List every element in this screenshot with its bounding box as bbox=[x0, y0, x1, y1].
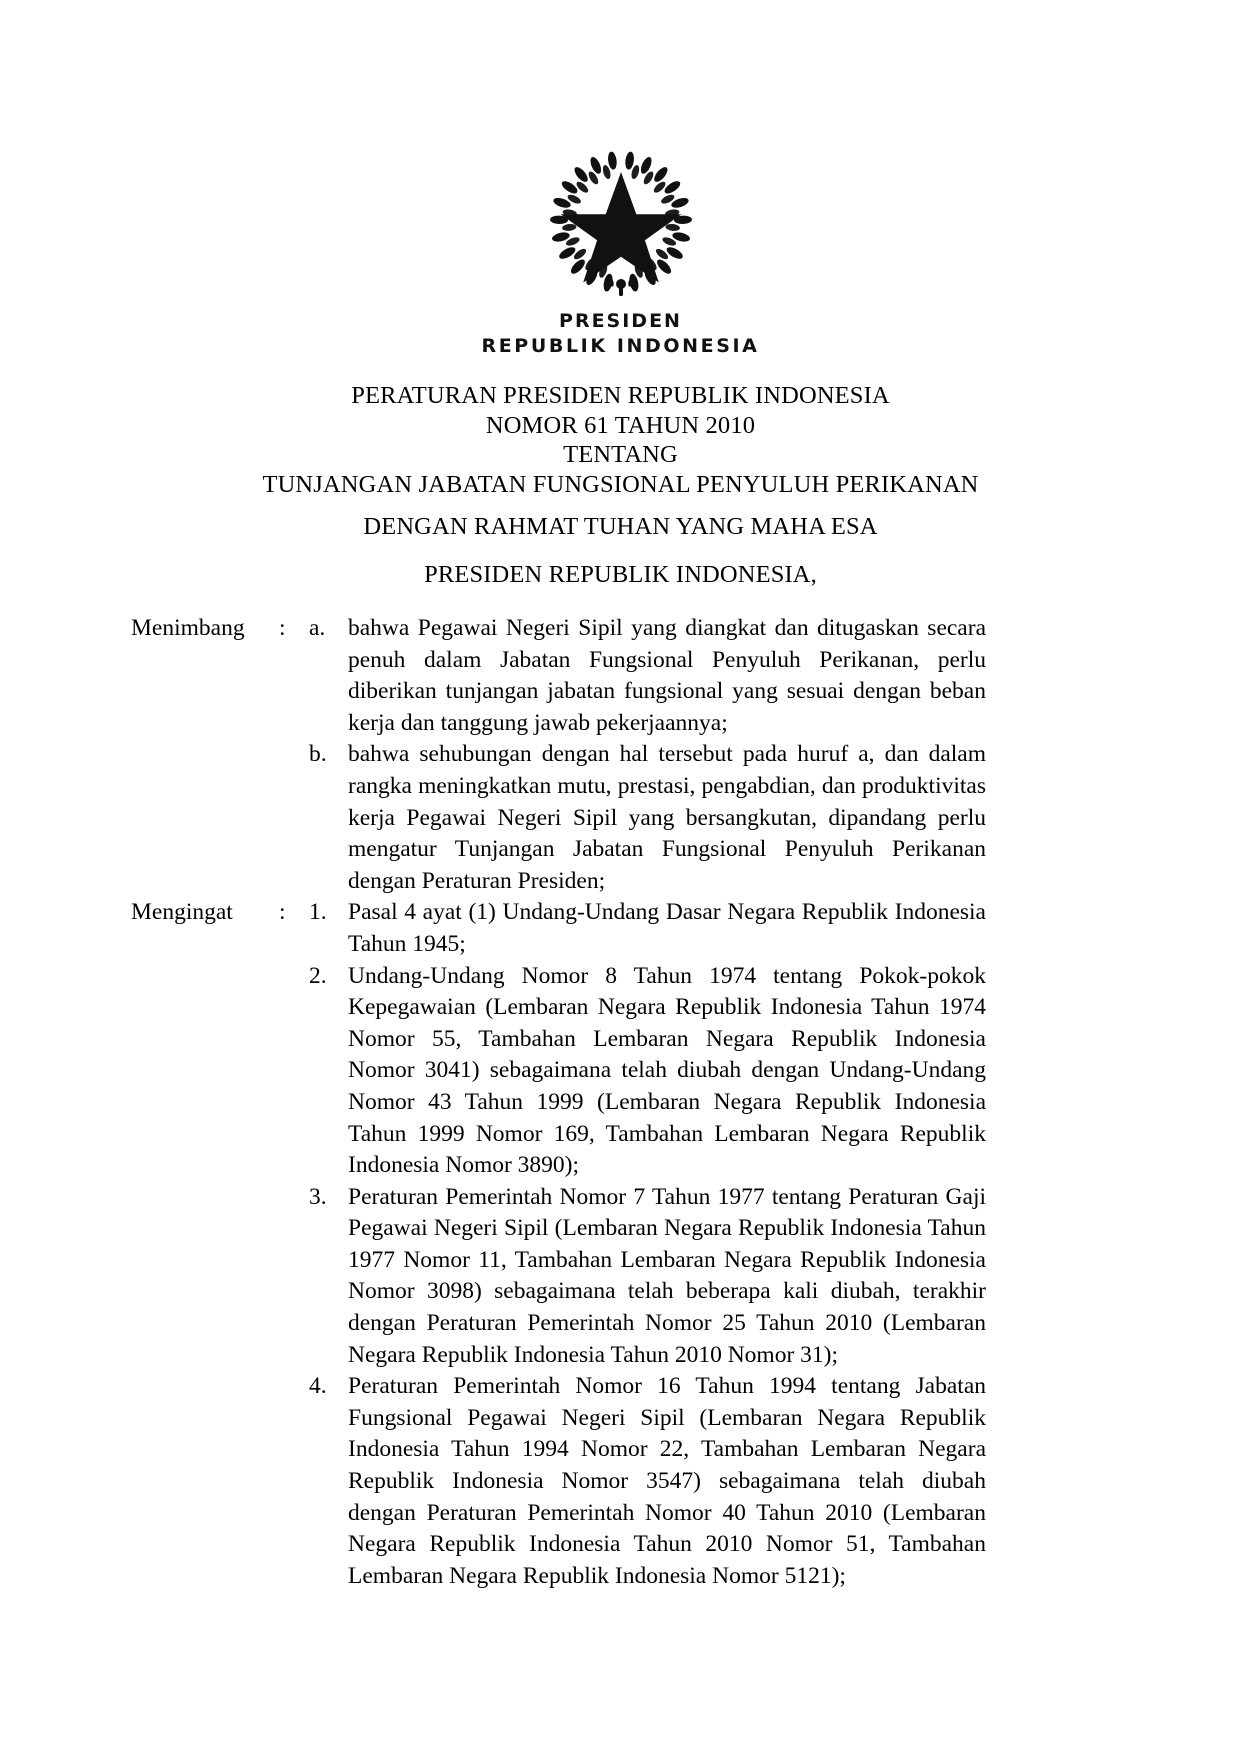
list-item bbox=[309, 897, 986, 960]
item-text: Peraturan Pemerintah Nomor 7 Tahun 1977 tentang Peraturan Gaji Pegawai Negeri Sipil (Lembaran Negara Republik Indonesia Tahun 1977 Nomor 11, Tambahan Lembaran Negara Republik Indonesia Nomor 3098) sebagaimana telah beberapa kali diubah, terakhir dengan Peraturan Pemerintah Nomor 25 Tahun 2010 (Lembaran Negara Republik Indonesia Tahun 2010 Nomor 31); bbox=[348, 1183, 986, 1368]
emblem-caption-line-1: PRESIDEN bbox=[559, 310, 682, 332]
item-text: Pasal 4 ayat (1) Undang-Undang Dasar Negara Republik Indonesia Tahun 1945; bbox=[348, 899, 986, 957]
menimbang-label: Menimbang bbox=[131, 615, 245, 641]
emblem-caption bbox=[0, 309, 1241, 359]
item-marker: a. bbox=[309, 615, 326, 641]
menimbang-colon: : bbox=[279, 615, 286, 641]
mengingat-colon: : bbox=[279, 899, 286, 926]
item-marker: 2. bbox=[309, 962, 327, 989]
title-line-tentang: TENTANG bbox=[563, 441, 678, 468]
title-line-regulation: PERATURAN PRESIDEN REPUBLIK INDONESIA bbox=[351, 382, 890, 409]
list-item bbox=[309, 1182, 986, 1372]
mengingat-items bbox=[309, 897, 986, 1592]
item-marker: 4. bbox=[309, 1373, 327, 1400]
invocation-text: DENGAN RAHMAT TUHAN YANG MAHA ESA bbox=[363, 513, 878, 540]
emblem-caption-line-2: REPUBLIK INDONESIA bbox=[481, 335, 760, 358]
authority-text: PRESIDEN REPUBLIK INDONESIA, bbox=[424, 561, 817, 588]
title-line-number: NOMOR 61 TAHUN 2010 bbox=[485, 411, 756, 439]
title-line-subject: TUNJANGAN JABATAN FUNGSIONAL PENYULUH PERIKANAN bbox=[262, 470, 979, 498]
item-text: bahwa Pegawai Negeri Sipil yang diangkat dan ditugaskan secara penuh dalam Jabatan Fungsional Penyuluh Perikanan, perlu diberikan tunjangan jabatan fungsional yang sesuai dengan beban kerja dan tanggung jawab pekerjaannya; bbox=[348, 615, 986, 736]
item-marker: 3. bbox=[309, 1183, 327, 1210]
page-title bbox=[0, 381, 1241, 499]
item-text: Peraturan Pemerintah Nomor 16 Tahun 1994 tentang Jabatan Fungsional Pegawai Negeri Sipil (Lembaran Negara Republik Indonesia Tahun 1994 Nomor 22, Tambahan Lembaran Negara Republik Indonesia Nomor 3547) sebagaimana telah diubah dengan Peraturan Pemerintah Nomor 40 Tahun 2010 (Lembaran Negara Republik Indonesia Tahun 2010 Nomor 51, Tambahan Lembaran Negara Republik Indonesia Nomor 5121); bbox=[348, 1373, 986, 1589]
item-marker: 1. bbox=[309, 899, 327, 926]
list-item bbox=[309, 961, 986, 1182]
item-text: bahwa sehubungan dengan hal tersebut pada huruf a, dan dalam rangka meningkatkan mutu, prestasi, pengabdian, dan produktivitas kerja Pegawai Negeri Sipil yang bersangkutan, dipandang perlu mengatur Tunjangan Jabatan Fungsional Penyuluh Perikanan dengan Peraturan Presiden; bbox=[348, 741, 986, 894]
list-item bbox=[309, 739, 986, 897]
clauses-container bbox=[131, 613, 986, 1592]
menimbang-items bbox=[309, 613, 986, 897]
mengingat-section bbox=[131, 897, 986, 1592]
list-item bbox=[309, 613, 986, 739]
menimbang-section bbox=[131, 613, 986, 897]
item-text: Undang-Undang Nomor 8 Tahun 1974 tentang Pokok-pokok Kepegawaian (Lembaran Negara Republik Indonesia Tahun 1974 Nomor 55, Tambahan Lembaran Negara Republik Indonesia Nomor 3041) sebagaimana telah diubah dengan Undang-Undang Nomor 43 Tahun 1999 (Lembaran Negara Republik Indonesia Tahun 1999 Nomor 169, Tambahan Lembaran Negara Republik Indonesia Nomor 3890); bbox=[348, 962, 986, 1179]
list-item bbox=[309, 1371, 986, 1592]
item-marker: b. bbox=[309, 741, 327, 768]
garuda-star-wreath-icon bbox=[526, 138, 716, 303]
mengingat-label: Mengingat bbox=[131, 899, 233, 926]
emblem-block bbox=[0, 138, 1241, 359]
